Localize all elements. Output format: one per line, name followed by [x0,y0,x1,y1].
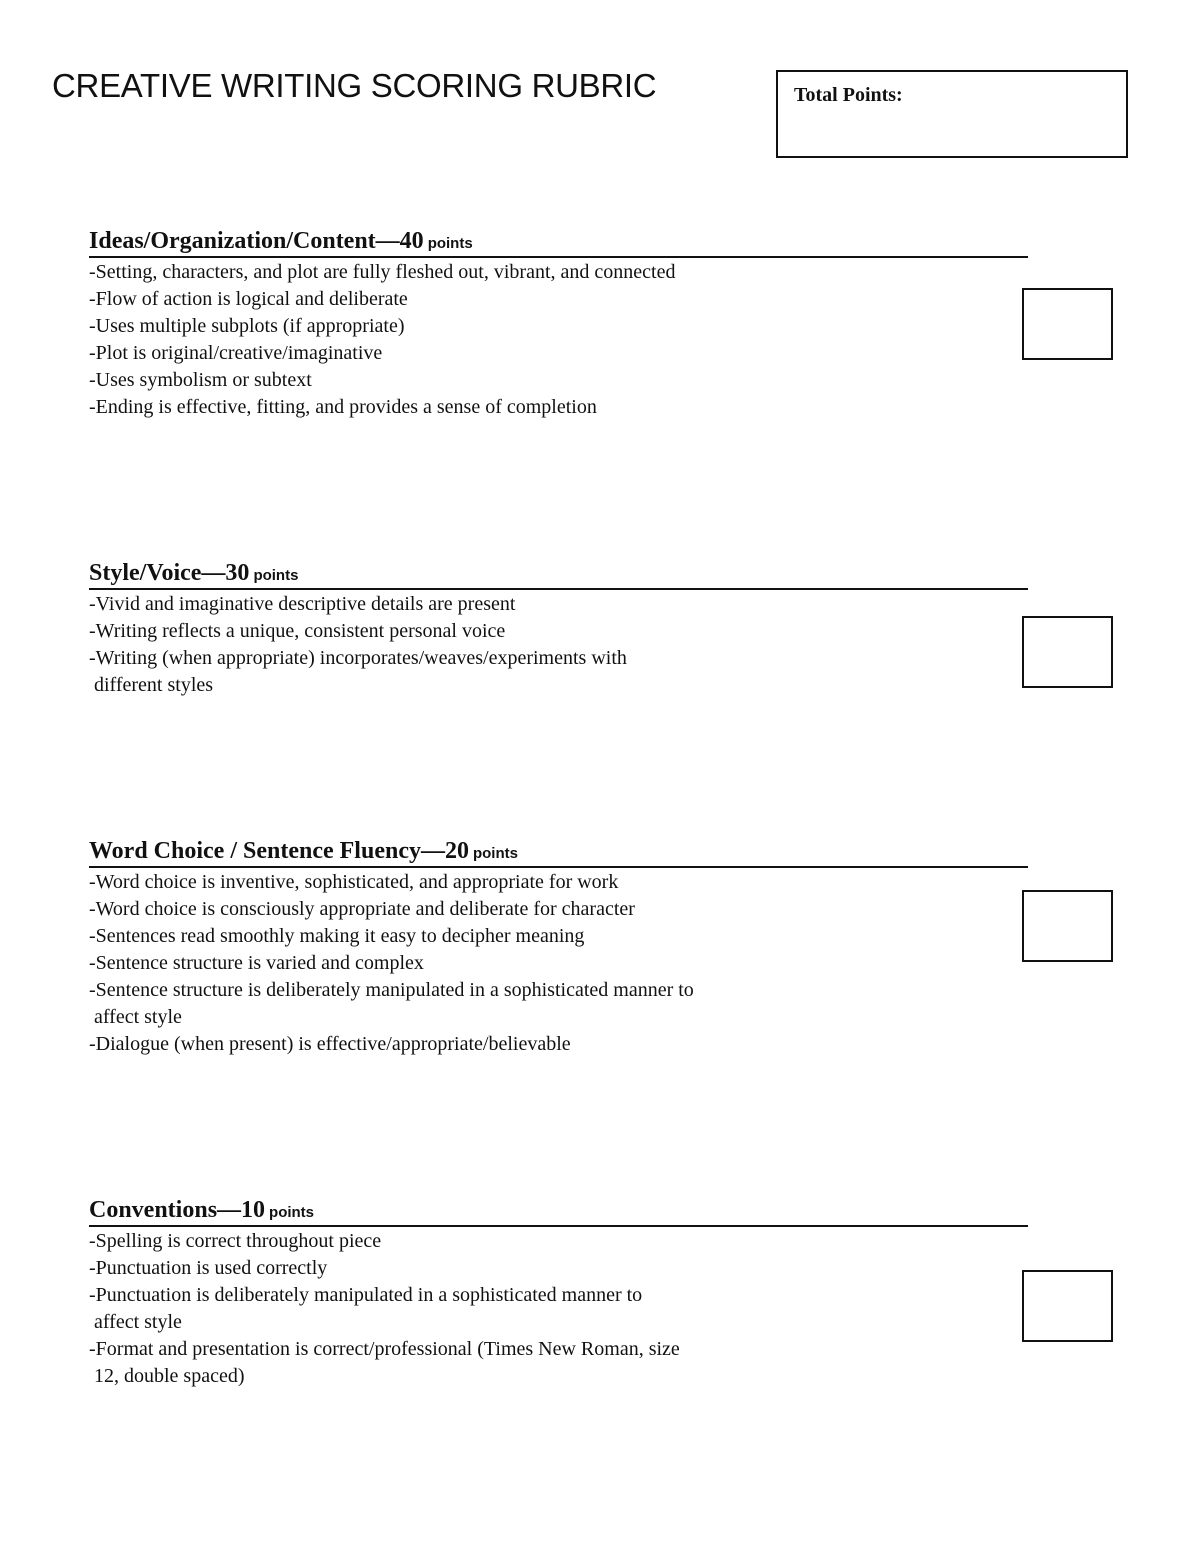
criterion-item: -Punctuation is deliberately manipulated in a sophisticated manner to [89,1284,643,1306]
section-title: Style/Voice—30 [89,560,250,586]
score-box-style-voice[interactable] [1022,616,1113,688]
criterion-item: -Flow of action is logical and deliberate [89,288,408,310]
criteria-list [89,869,1028,1058]
section-ideas-organization-content [89,226,1028,421]
criterion-item: -Uses multiple subplots (if appropriate) [89,315,405,337]
criterion-item: -Vivid and imaginative descriptive details are present [89,593,516,615]
criterion-item: -Sentence structure is deliberately manipulated in a sophisticated manner to [89,979,694,1001]
score-box-conventions[interactable] [1022,1270,1113,1342]
section-conventions [89,1195,1028,1390]
score-box-word-choice[interactable] [1022,890,1113,962]
section-header [89,1195,1028,1227]
section-points-label: points [427,235,473,252]
criterion-item: -Punctuation is used correctly [89,1257,328,1279]
criterion-item: -Ending is effective, fitting, and provides a sense of completion [89,396,597,418]
section-points-label: points [253,567,299,584]
criterion-item: different styles [89,674,214,696]
section-title: Ideas/Organization/Content—40 [89,228,424,254]
criterion-item: -Plot is original/creative/imaginative [89,342,383,364]
criterion-item: -Dialogue (when present) is effective/appropriate/believable [89,1033,571,1055]
criteria-list [89,591,1028,699]
section-header [89,558,1028,590]
criterion-item: -Writing (when appropriate) incorporates/weaves/experiments with [89,647,627,669]
section-points-label: points [269,1204,315,1221]
criterion-item: -Setting, characters, and plot are fully fleshed out, vibrant, and connected [89,261,676,283]
criterion-item: -Writing reflects a unique, consistent personal voice [89,620,506,642]
section-title: Conventions—10 [89,1197,266,1223]
section-header [89,836,1028,868]
section-header [89,226,1028,258]
section-word-choice-sentence-fluency [89,836,1028,1058]
criterion-item: -Word choice is inventive, sophisticated, and appropriate for work [89,871,619,893]
score-box-ideas[interactable] [1022,288,1113,360]
total-points-box[interactable] [776,70,1128,158]
section-style-voice [89,558,1028,699]
section-title: Word Choice / Sentence Fluency—20 [89,838,469,864]
criterion-item: 12, double spaced) [89,1365,245,1387]
criterion-item: -Sentence structure is varied and complex [89,952,424,974]
total-points-label: Total Points: [794,84,903,106]
criteria-list [89,259,1028,421]
criterion-item: -Format and presentation is correct/professional (Times New Roman, size [89,1338,680,1360]
page-title: CREATIVE WRITING SCORING RUBRIC [52,67,657,104]
criteria-list [89,1228,1028,1390]
criterion-item: -Uses symbolism or subtext [89,369,312,391]
criterion-item: affect style [89,1006,182,1028]
section-points-label: points [472,845,518,862]
criterion-item: -Sentences read smoothly making it easy to decipher meaning [89,925,585,947]
criterion-item: -Spelling is correct throughout piece [89,1230,382,1252]
criterion-item: -Word choice is consciously appropriate and deliberate for character [89,898,635,920]
criterion-item: affect style [89,1311,182,1333]
